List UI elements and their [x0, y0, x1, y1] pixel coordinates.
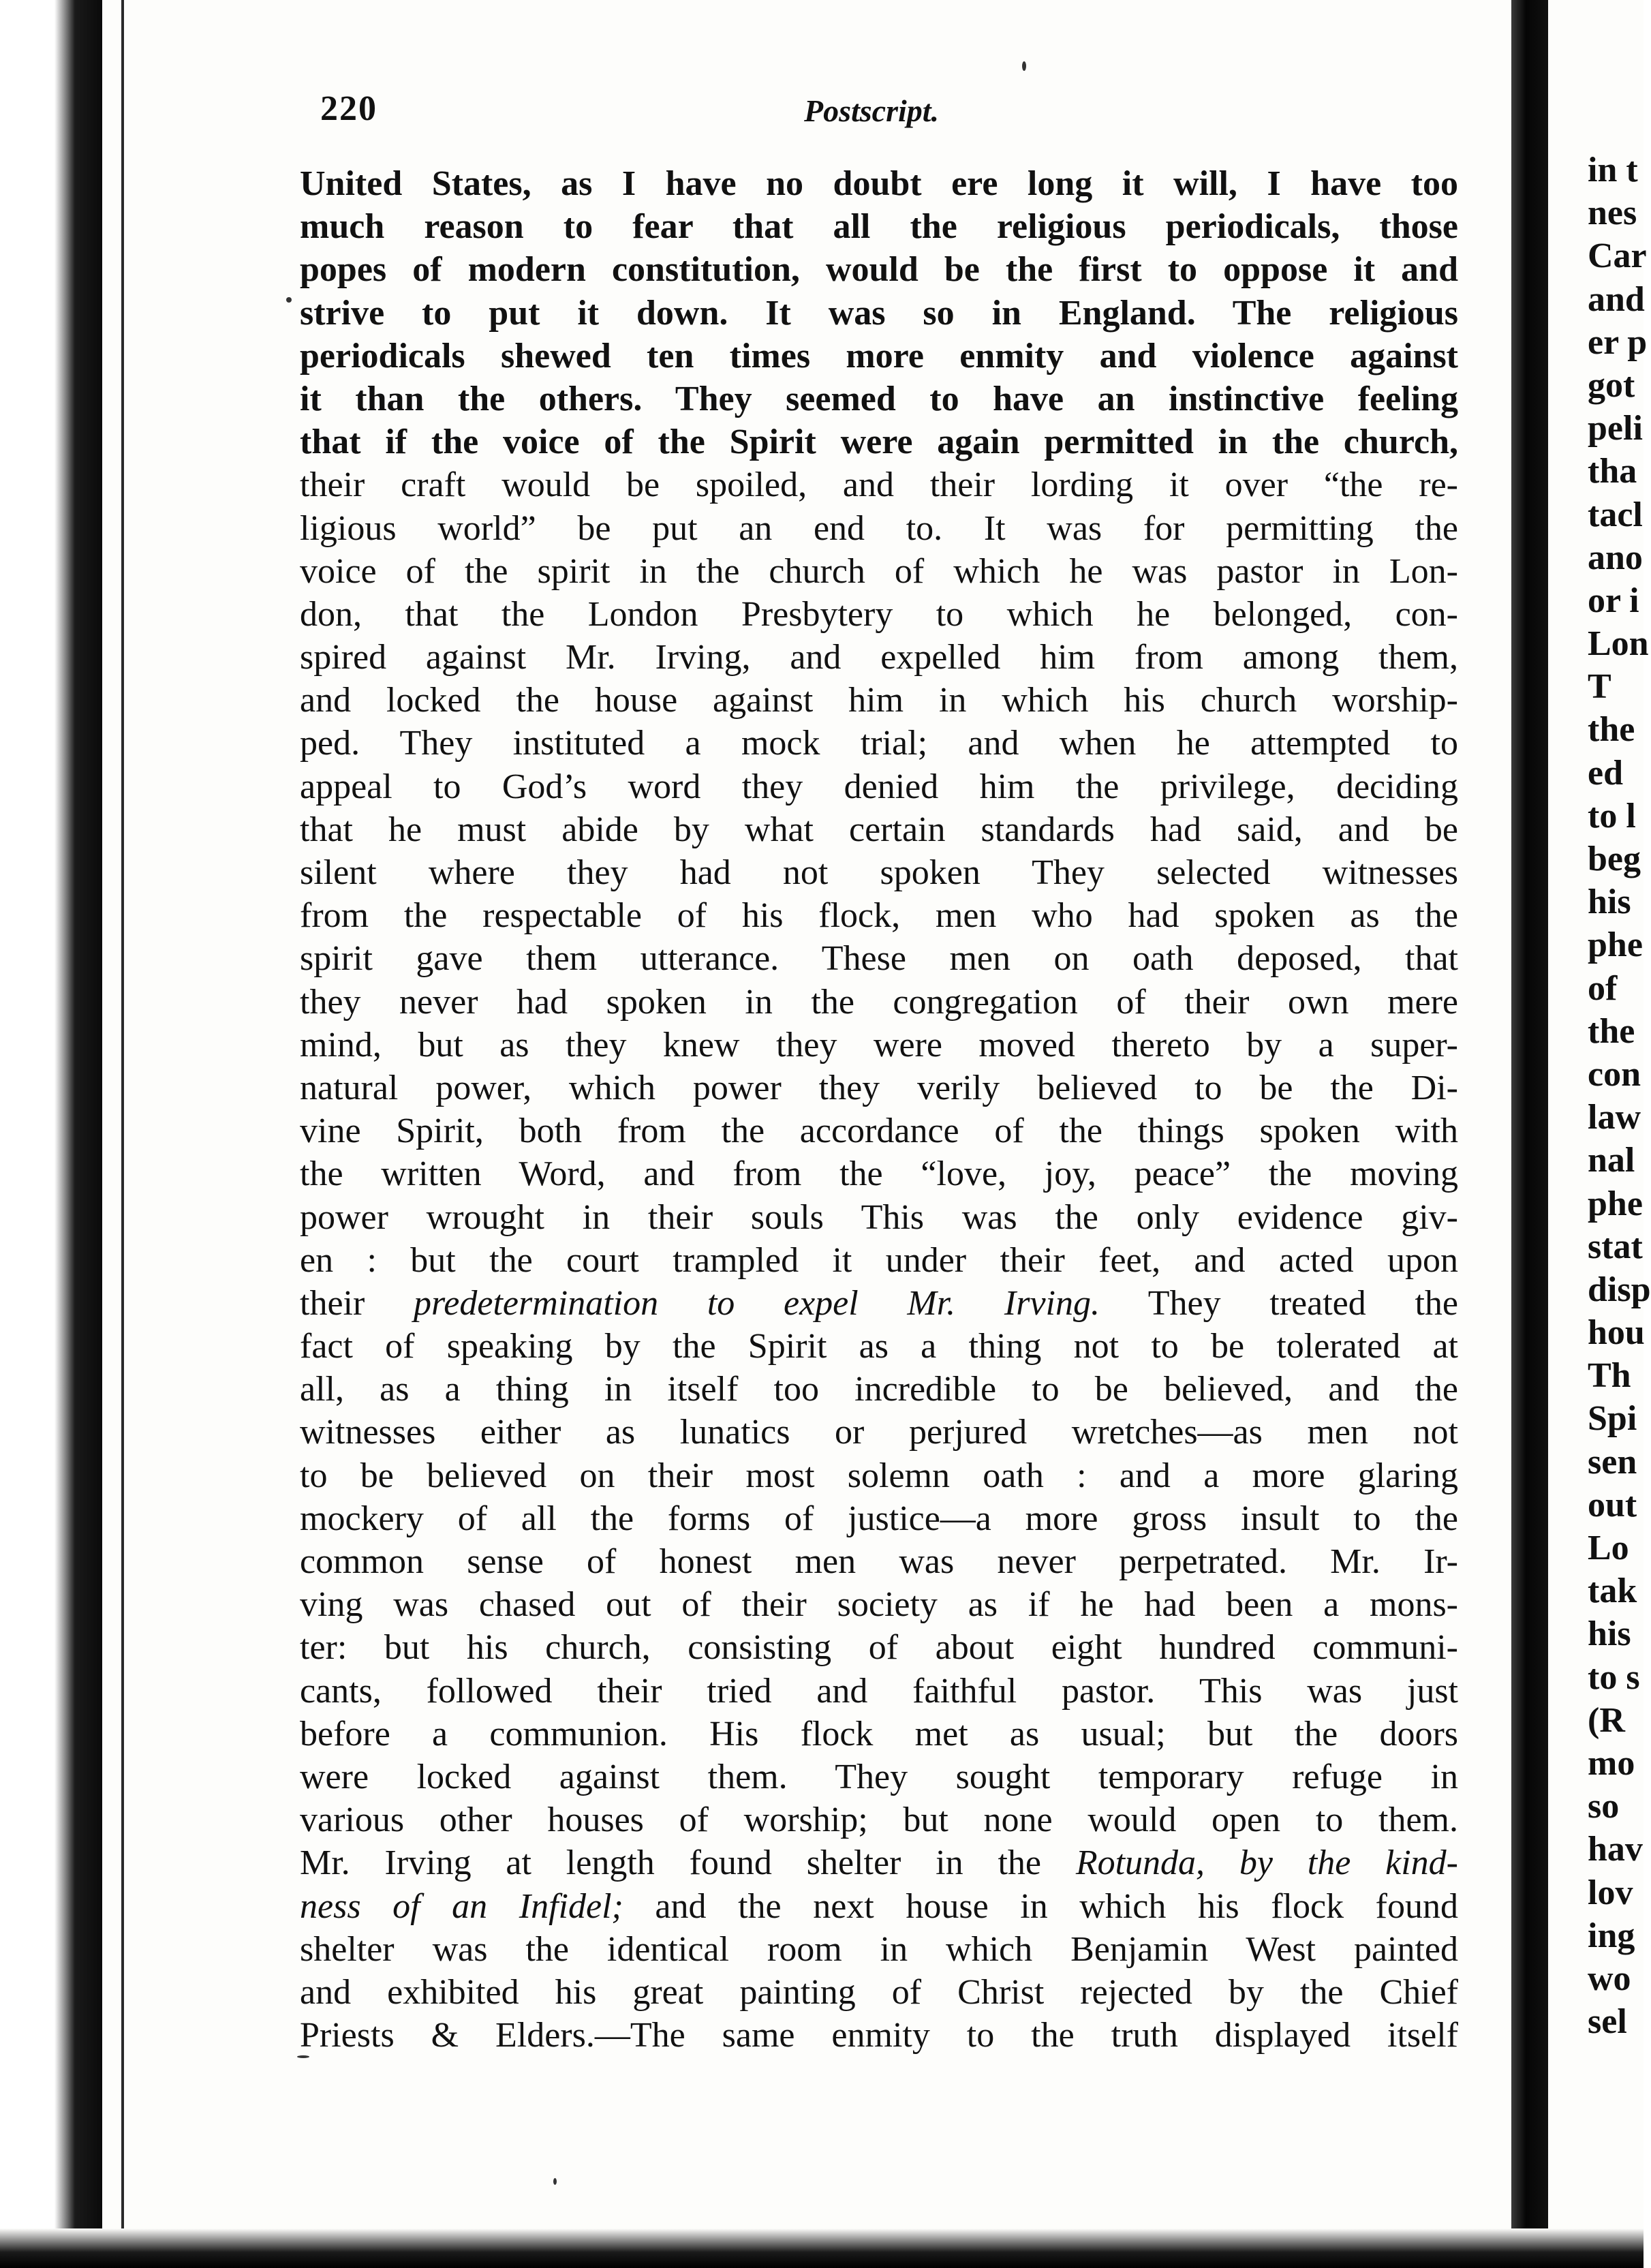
facing-page-fragment	[1588, 149, 1651, 2043]
text-line: it than the others. They seemed to have an instinctive feeling	[300, 379, 1458, 418]
text-line: periodicals shewed ten times more enmity and violence against	[300, 336, 1458, 376]
text-line: ped. They instituted a mock trial; and when he attempted to	[300, 724, 1458, 763]
facing-line-fragment: in t	[1588, 151, 1638, 189]
text-line: mind, but as they knew they were moved thereto by a super-	[300, 1025, 1458, 1064]
facing-line-fragment: ano	[1588, 538, 1643, 577]
text-line: popes of modern constitution, would be the first to oppose it and	[300, 250, 1458, 290]
facing-line-fragment: (R	[1588, 1700, 1625, 1740]
text-line: before a communion. His flock met as usual; but the doors	[300, 1714, 1458, 1753]
facing-line-fragment: Spi	[1588, 1399, 1637, 1439]
body-text	[300, 162, 1458, 2057]
facing-line-fragment: ed	[1588, 753, 1623, 793]
text-line: and locked the house against him in which his church worship-	[300, 681, 1458, 720]
text-line: that if the voice of the Spirit were again permitted in the church,	[300, 423, 1458, 462]
facing-line-fragment: T	[1588, 667, 1611, 707]
facing-line-fragment: phe	[1588, 925, 1643, 965]
text-line: power wrought in their souls This was the only evidence giv-	[300, 1197, 1458, 1237]
facing-line-fragment: so	[1588, 1787, 1620, 1826]
page-gutter	[1511, 0, 1548, 2268]
facing-line-fragment: of	[1588, 968, 1618, 1008]
text-line	[300, 1282, 1458, 1325]
facing-line-fragment: Lo	[1588, 1529, 1629, 1567]
text-line: fact of speaking by the Spirit as a thing not to be tolerated at	[300, 1327, 1458, 1366]
facing-line-fragment: to s	[1588, 1657, 1640, 1697]
text-line: natural power, which power they verily believed to be the Di-	[300, 1068, 1458, 1107]
scan-speck	[297, 2055, 309, 2058]
page-number: 220	[320, 89, 377, 128]
facing-line-fragment: his	[1588, 883, 1631, 922]
facing-line-fragment: tha	[1588, 452, 1637, 491]
text-line: were locked against them. They sought temporary refuge in	[300, 1757, 1458, 1796]
text-line: spirit gave them utterance. These men on oath deposed, that	[300, 939, 1458, 979]
facing-line-fragment: his	[1588, 1614, 1631, 1654]
text-line: strive to put it down. It was so in England. The religious	[300, 293, 1458, 333]
facing-line-fragment: tak	[1588, 1572, 1637, 1611]
facing-line-fragment: lov	[1588, 1873, 1633, 1912]
facing-line-fragment: out	[1588, 1485, 1637, 1524]
running-title: Postscript.	[804, 93, 940, 128]
text-line: voice of the spirit in the church of which he was pastor in Lon-	[300, 551, 1458, 591]
facing-line-fragment: ing	[1588, 1916, 1635, 1955]
facing-line-fragment: stat	[1588, 1227, 1643, 1266]
text-line: ter: but his church, consisting of about eight hundred communi-	[300, 1628, 1458, 1668]
book-page	[300, 89, 1458, 2057]
facing-line-fragment: the	[1588, 710, 1635, 750]
facing-line-fragment: sen	[1588, 1442, 1637, 1482]
facing-line-fragment: and	[1588, 279, 1645, 319]
facing-line-fragment: nes	[1588, 194, 1637, 233]
italic-phrase: ness of an Infidel;	[300, 1886, 623, 1926]
text-line	[300, 1841, 1458, 1884]
scan-speck	[1022, 61, 1026, 71]
facing-line-fragment: got	[1588, 365, 1635, 405]
facing-line-fragment: the	[1588, 1011, 1635, 1051]
text-line: spired against Mr. Irving, and expelled him from among them,	[300, 638, 1458, 677]
facing-line-fragment: peli	[1588, 409, 1643, 448]
italic-phrase: Rotunda, by the kind-	[1075, 1843, 1458, 1883]
text-line: en : but the court trampled it under their feet, and acted upon	[300, 1240, 1458, 1280]
text-line: the written Word, and from the “love, joy, peace” the moving	[300, 1154, 1458, 1194]
text-line: various other houses of worship; but none would open to them.	[300, 1800, 1458, 1840]
text-line: and exhibited his great painting of Christ rejected by the Chief	[300, 1972, 1458, 2012]
facing-line-fragment: con	[1588, 1054, 1641, 1094]
text-line: ligious world” be put an end to. It was for permitting the	[300, 508, 1458, 548]
italic-phrase: predetermination to expel Mr. Irving.	[414, 1283, 1100, 1323]
facing-line-fragment: Lon	[1588, 624, 1649, 664]
facing-line-fragment: hou	[1588, 1313, 1645, 1353]
text-segment: Mr. Irving at length found shelter in the	[300, 1843, 1076, 1883]
text-line: they never had spoken in the congregation of their own mere	[300, 982, 1458, 1022]
text-line	[300, 1885, 1458, 1928]
text-segment: They treated the	[1099, 1283, 1458, 1323]
scan-speck	[553, 2178, 557, 2185]
facing-line-fragment: or i	[1588, 581, 1639, 620]
text-line: their craft would be spoiled, and their lording it over “the re-	[300, 465, 1458, 505]
facing-line-fragment: wo	[1588, 1959, 1631, 1998]
text-line: Priests & Elders.—The same enmity to the truth displayed itself	[300, 2016, 1458, 2055]
text-line: United States, as I have no doubt ere long it will, I have too	[300, 164, 1458, 203]
text-segment: and the next house in which his flock found	[623, 1886, 1458, 1926]
text-line: witnesses either as lunatics or perjured wretches—as men not	[300, 1413, 1458, 1452]
facing-line-fragment: tacl	[1588, 495, 1643, 534]
text-segment: their	[300, 1283, 414, 1323]
facing-line-fragment: mo	[1588, 1743, 1635, 1783]
facing-line-fragment: nal	[1588, 1141, 1635, 1180]
page-edge-line	[121, 0, 124, 2268]
facing-line-fragment: beg	[1588, 840, 1641, 878]
facing-line-fragment: to l	[1588, 796, 1636, 836]
text-line: ving was chased out of their society as if he had been a mons-	[300, 1585, 1458, 1625]
text-line: don, that the London Presbytery to which he belonged, con-	[300, 594, 1458, 634]
text-line: shelter was the identical room in which Benjamin West painted	[300, 1929, 1458, 1969]
text-line: vine Spirit, both from the accordance of the things spoken with	[300, 1112, 1458, 1151]
text-line: from the respectable of his flock, men who had spoken as the	[300, 896, 1458, 936]
facing-line-fragment: law	[1588, 1098, 1641, 1137]
text-line: appeal to God’s word they denied him the privilege, deciding	[300, 767, 1458, 806]
facing-line-fragment: er p	[1588, 322, 1648, 362]
text-line: cants, followed their tried and faithful pastor. This was just	[300, 1671, 1458, 1711]
text-line: silent where they had not spoken They selected witnesses	[300, 853, 1458, 892]
text-line: common sense of honest men was never perpetrated. Mr. Ir-	[300, 1542, 1458, 1581]
facing-line-fragment: hav	[1588, 1830, 1643, 1869]
bottom-edge	[0, 2228, 1644, 2268]
facing-line-fragment: Car	[1588, 236, 1647, 276]
text-line: much reason to fear that all the religious periodicals, those	[300, 207, 1458, 247]
facing-line-fragment: phe	[1588, 1184, 1643, 1223]
facing-line-fragment: disp	[1588, 1270, 1651, 1309]
text-line: mockery of all the forms of justice—a more gross insult to the	[300, 1499, 1458, 1538]
text-line: all, as a thing in itself too incredible to be believed, and the	[300, 1370, 1458, 1409]
scan-speck	[286, 297, 292, 303]
facing-line-fragment: sel	[1588, 2002, 1627, 2042]
running-head	[300, 89, 1458, 154]
text-line: to be believed on their most solemn oath : and a more glaring	[300, 1456, 1458, 1495]
text-line: that he must abide by what certain standards had said, and be	[300, 810, 1458, 849]
facing-line-fragment: Th	[1588, 1356, 1631, 1396]
binding-edge	[0, 0, 102, 2268]
